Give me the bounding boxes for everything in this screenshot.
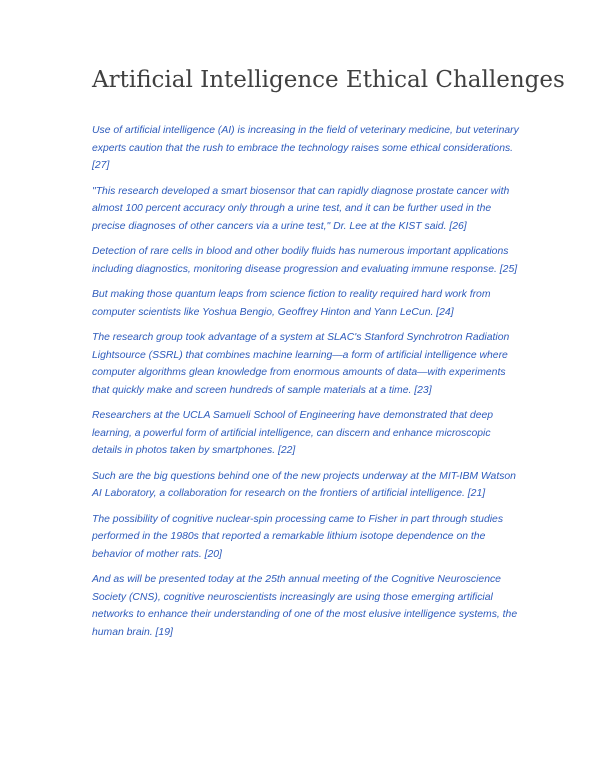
paragraph-1: Use of artificial intelligence (AI) is increasing in the field of veterinary medicine, but veterinary experts caution that the rush to embrace the technology raises some ethical considerations. [27] (92, 125, 519, 171)
paragraph-9: And as will be presented today at the 25th annual meeting of the Cognitive Neuroscience Society (CNS), cognitive neuroscientists increasingly are using those emerging artificial networks to enhance their understanding of one of the most elusive intelligence systems, the human brain. [19] (92, 574, 518, 638)
paragraph-6: Researchers at the UCLA Samueli School of Engineering have demonstrated that deep learning, a powerful form of artificial intelligence, can discern and enhance microscopic details in photos taken by smartphones. [22] (92, 410, 494, 456)
paragraph-3: Detection of rare cells in blood and other bodily fluids has numerous important applications including diagnostics, monitoring disease progression and evaluating immune response. [25] (92, 246, 518, 275)
paragraph-2: "This research developed a smart biosensor that can rapidly diagnose prostate cancer with almost 100 percent accuracy only through a urine test, and it can be further used in the precise diagnoses of other cancers via a urine test," Dr. Lee at the KIST said. [26] (92, 185, 510, 232)
document-title: Artificial Intelligence Ethical Challenges (92, 67, 565, 93)
paragraph-8: The possibility of cognitive nuclear-spin processing came to Fisher in part through studies performed in the 1980s that reported a remarkable lithium isotope dependence on the behavior of mother rats. [20] (92, 513, 504, 560)
paragraph-5: The research group took advantage of a system at SLAC's Stanford Synchrotron Radiation Lightsource (SSRL) that combines machine learning—a form of artificial intelligence where computer algorithms glean knowledge from enormous amounts of data—with experiments that quickly make and screen hundreds of sample materials at a time. [23] (92, 332, 510, 396)
paragraph-7: Such are the big questions behind one of the new projects underway at the MIT-IBM Watson AI Laboratory, a collaboration for research on the frontiers of artificial intelligence. [21] (92, 470, 516, 499)
paragraph-4: But making those quantum leaps from science fiction to reality required hard work from computer scientists like Yoshua Bengio, Geoffrey Hinton and Yann LeCun. [24] (92, 289, 491, 318)
document-body (92, 122, 520, 649)
